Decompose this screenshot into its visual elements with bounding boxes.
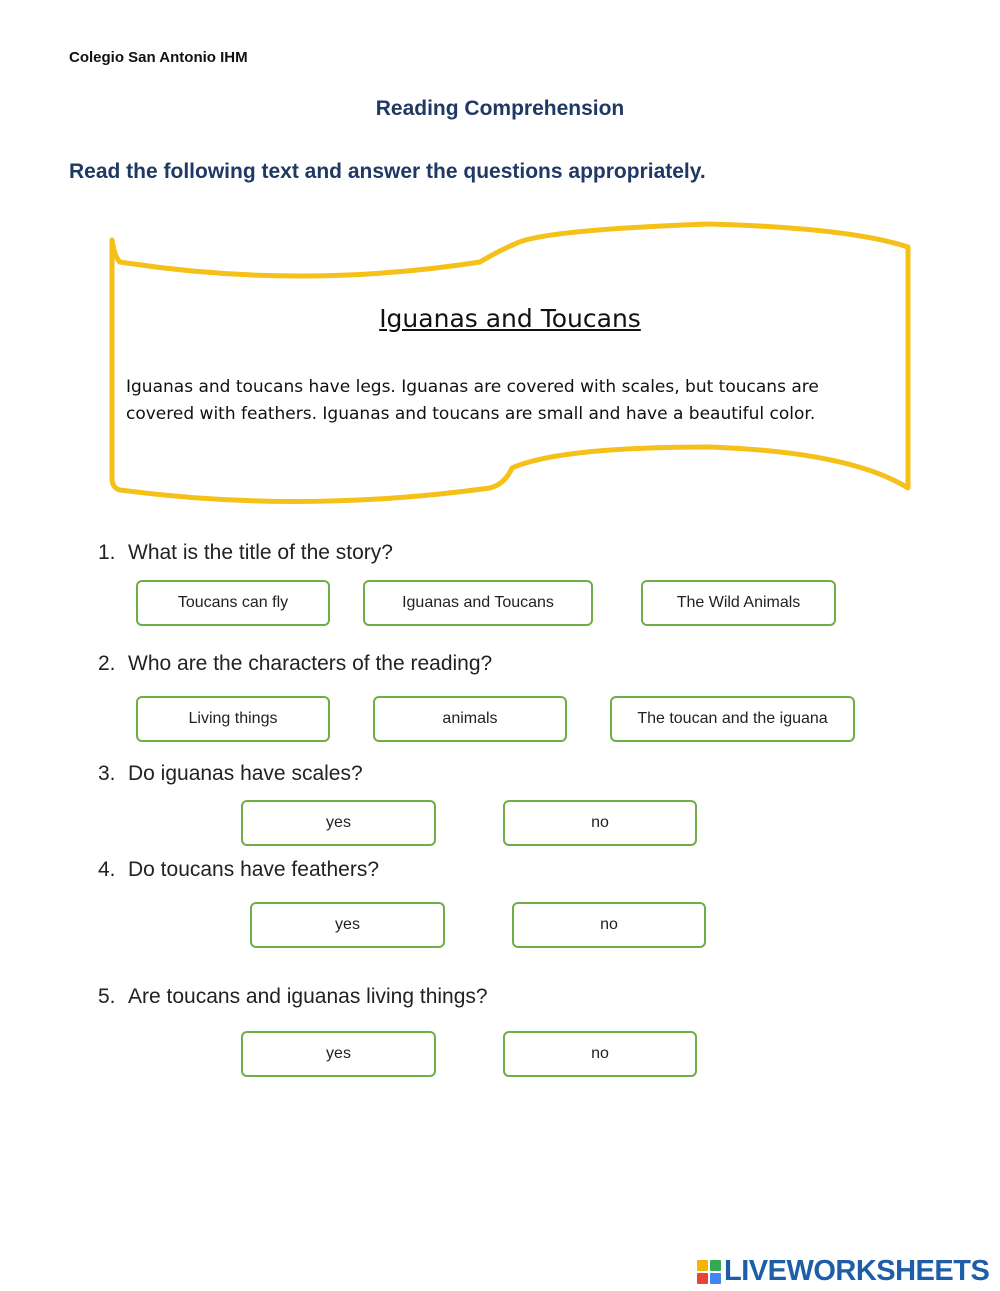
q5-option-yes[interactable]: yes bbox=[241, 1031, 436, 1077]
question-text: What is the title of the story? bbox=[128, 541, 393, 564]
question-1 bbox=[98, 541, 393, 565]
q2-option-1[interactable]: Living things bbox=[136, 696, 330, 742]
question-number: 3. bbox=[98, 762, 116, 785]
question-4 bbox=[98, 858, 379, 882]
question-number: 5. bbox=[98, 985, 116, 1008]
logo-text: LIVEWORKSHEETS bbox=[724, 1255, 990, 1287]
q1-option-1[interactable]: Toucans can fly bbox=[136, 580, 330, 626]
question-text: Who are the characters of the reading? bbox=[128, 652, 493, 675]
question-number: 4. bbox=[98, 858, 116, 881]
question-2 bbox=[98, 652, 492, 676]
q3-option-yes[interactable]: yes bbox=[241, 800, 436, 846]
scroll-frame bbox=[0, 0, 1000, 560]
q1-option-3[interactable]: The Wild Animals bbox=[641, 580, 836, 626]
question-5 bbox=[98, 985, 488, 1009]
scroll-border bbox=[112, 224, 908, 502]
q4-option-no[interactable]: no bbox=[512, 902, 706, 948]
question-text: Do toucans have feathers? bbox=[128, 858, 379, 881]
q5-option-no[interactable]: no bbox=[503, 1031, 697, 1077]
question-number: 2. bbox=[98, 652, 116, 675]
story-title: Iguanas and Toucans bbox=[379, 304, 641, 333]
logo-blocks-icon bbox=[697, 1260, 721, 1284]
story-text: Iguanas and toucans have legs. Iguanas are covered with scales, but toucans are covered with feathers. Iguanas and toucans are small and have a beautiful color. bbox=[126, 377, 819, 424]
question-text: Are toucans and iguanas living things? bbox=[128, 985, 488, 1008]
page-title: Reading Comprehension bbox=[375, 97, 625, 120]
liveworksheets-logo[interactable] bbox=[697, 1255, 989, 1288]
q3-option-no[interactable]: no bbox=[503, 800, 697, 846]
question-text: Do iguanas have scales? bbox=[128, 762, 363, 785]
instructions: Read the following text and answer the questions appropriately. bbox=[69, 160, 706, 183]
q2-option-2[interactable]: animals bbox=[373, 696, 567, 742]
question-3 bbox=[98, 762, 363, 786]
school-name: Colegio San Antonio IHM bbox=[69, 49, 248, 66]
question-number: 1. bbox=[98, 541, 116, 564]
q1-option-2[interactable]: Iguanas and Toucans bbox=[363, 580, 593, 626]
q4-option-yes[interactable]: yes bbox=[250, 902, 445, 948]
q2-option-3[interactable]: The toucan and the iguana bbox=[610, 696, 855, 742]
